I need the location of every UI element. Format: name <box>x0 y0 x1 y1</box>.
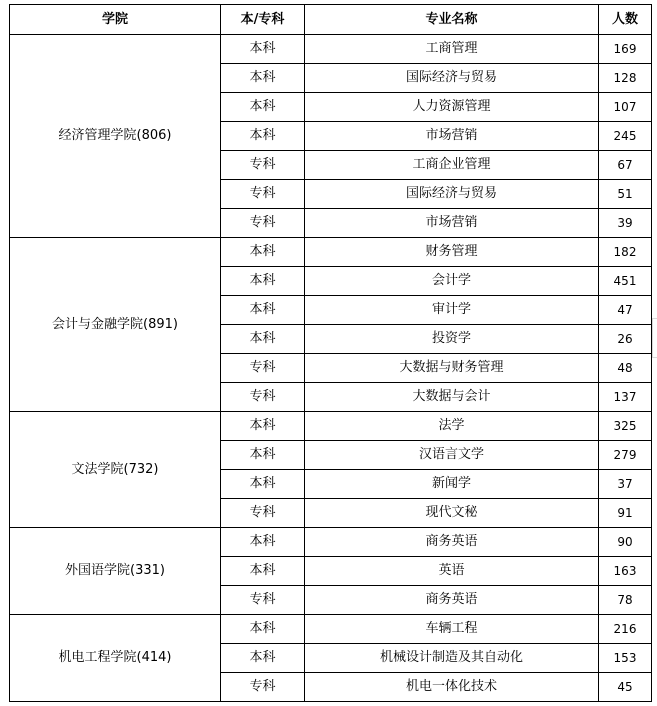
header-major: 专业名称 <box>305 5 599 35</box>
count-cell: 37 <box>599 470 652 499</box>
level-cell: 本科 <box>221 296 305 325</box>
count-cell: 45 <box>599 673 652 702</box>
major-cell: 汉语言文学 <box>305 441 599 470</box>
count-cell: 245 <box>599 122 652 151</box>
table-row <box>10 412 652 441</box>
college-cell: 外国语学院(331) <box>10 528 221 615</box>
count-cell: 78 <box>599 586 652 615</box>
count-cell: 128 <box>599 64 652 93</box>
count-cell: 169 <box>599 35 652 64</box>
level-cell: 专科 <box>221 354 305 383</box>
count-cell: 107 <box>599 93 652 122</box>
major-cell: 国际经济与贸易 <box>305 64 599 93</box>
table-row <box>10 238 652 267</box>
count-cell: 182 <box>599 238 652 267</box>
major-cell: 国际经济与贸易 <box>305 180 599 209</box>
enrollment-table <box>9 4 652 702</box>
count-cell: 163 <box>599 557 652 586</box>
header-count: 人数 <box>599 5 652 35</box>
major-cell: 市场营销 <box>305 122 599 151</box>
table-row <box>10 615 652 644</box>
level-cell: 专科 <box>221 586 305 615</box>
college-cell: 文法学院(732) <box>10 412 221 528</box>
major-cell: 现代文秘 <box>305 499 599 528</box>
major-cell: 法学 <box>305 412 599 441</box>
header-level: 本/专科 <box>221 5 305 35</box>
level-cell: 本科 <box>221 528 305 557</box>
college-cell: 经济管理学院(806) <box>10 35 221 238</box>
major-cell: 机电一体化技术 <box>305 673 599 702</box>
college-cell: 机电工程学院(414) <box>10 615 221 702</box>
major-cell: 大数据与财务管理 <box>305 354 599 383</box>
table-body <box>10 35 652 702</box>
major-cell: 会计学 <box>305 267 599 296</box>
table-row <box>10 35 652 64</box>
major-cell: 人力资源管理 <box>305 93 599 122</box>
count-cell: 47 <box>599 296 652 325</box>
level-cell: 本科 <box>221 93 305 122</box>
level-cell: 专科 <box>221 383 305 412</box>
count-cell: 325 <box>599 412 652 441</box>
level-cell: 本科 <box>221 644 305 673</box>
count-cell: 216 <box>599 615 652 644</box>
count-cell: 26 <box>599 325 652 354</box>
major-cell: 工商管理 <box>305 35 599 64</box>
count-cell: 91 <box>599 499 652 528</box>
level-cell: 专科 <box>221 499 305 528</box>
college-cell: 会计与金融学院(891) <box>10 238 221 412</box>
level-cell: 专科 <box>221 209 305 238</box>
level-cell: 本科 <box>221 325 305 354</box>
major-cell: 市场营销 <box>305 209 599 238</box>
level-cell: 专科 <box>221 180 305 209</box>
level-cell: 专科 <box>221 673 305 702</box>
count-cell: 48 <box>599 354 652 383</box>
major-cell: 大数据与会计 <box>305 383 599 412</box>
level-cell: 本科 <box>221 64 305 93</box>
level-cell: 本科 <box>221 615 305 644</box>
level-cell: 本科 <box>221 267 305 296</box>
count-cell: 451 <box>599 267 652 296</box>
count-cell: 67 <box>599 151 652 180</box>
header-college: 学院 <box>10 5 221 35</box>
level-cell: 本科 <box>221 35 305 64</box>
count-cell: 153 <box>599 644 652 673</box>
major-cell: 投资学 <box>305 325 599 354</box>
header-row <box>10 5 652 35</box>
major-cell: 新闻学 <box>305 470 599 499</box>
count-cell: 137 <box>599 383 652 412</box>
level-cell: 本科 <box>221 238 305 267</box>
major-cell: 车辆工程 <box>305 615 599 644</box>
major-cell: 英语 <box>305 557 599 586</box>
edge-artifact <box>652 318 657 358</box>
major-cell: 审计学 <box>305 296 599 325</box>
count-cell: 90 <box>599 528 652 557</box>
count-cell: 51 <box>599 180 652 209</box>
level-cell: 本科 <box>221 412 305 441</box>
level-cell: 本科 <box>221 122 305 151</box>
major-cell: 商务英语 <box>305 528 599 557</box>
level-cell: 本科 <box>221 557 305 586</box>
level-cell: 本科 <box>221 441 305 470</box>
level-cell: 本科 <box>221 470 305 499</box>
major-cell: 机械设计制造及其自动化 <box>305 644 599 673</box>
level-cell: 专科 <box>221 151 305 180</box>
count-cell: 39 <box>599 209 652 238</box>
count-cell: 279 <box>599 441 652 470</box>
major-cell: 财务管理 <box>305 238 599 267</box>
major-cell: 商务英语 <box>305 586 599 615</box>
table-row <box>10 528 652 557</box>
major-cell: 工商企业管理 <box>305 151 599 180</box>
